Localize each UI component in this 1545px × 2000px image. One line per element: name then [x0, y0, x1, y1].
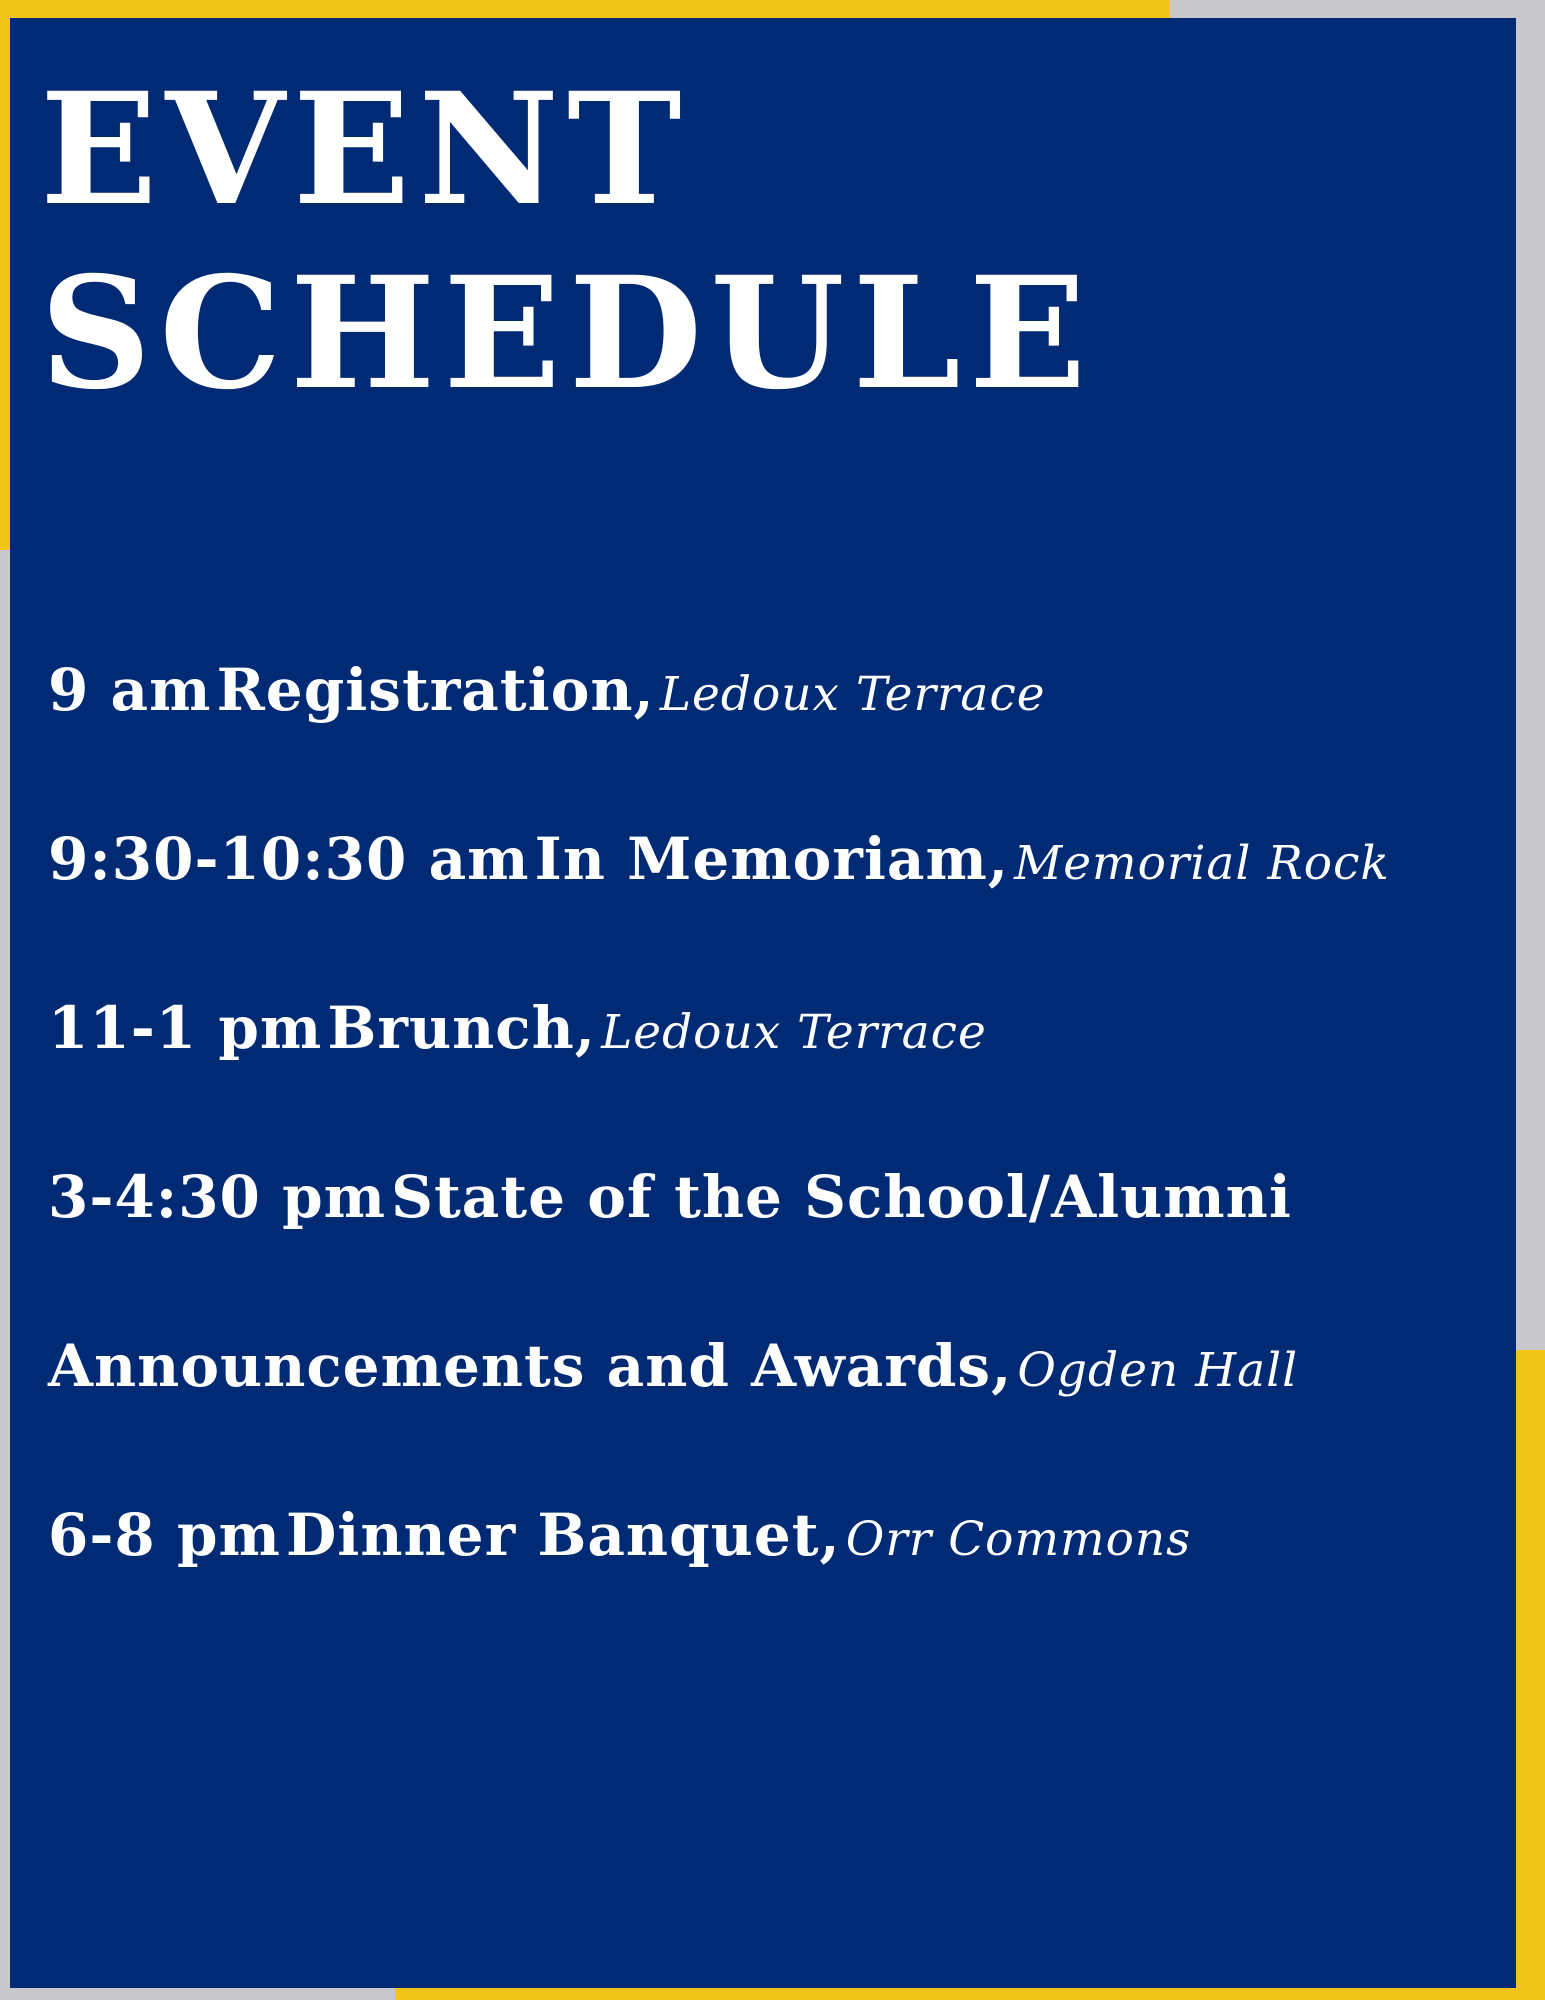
page-title	[40, 58, 1094, 426]
schedule-item-state-of-school	[48, 1157, 1292, 1252]
event-venue: Memorial Rock	[1014, 836, 1390, 891]
event-name: In Memoriam,	[534, 825, 1010, 893]
event-venue: Ledoux Terrace	[659, 667, 1046, 722]
event-name: State of the School/Alumni	[391, 1163, 1292, 1231]
event-venue: Ledoux Terrace	[601, 1005, 987, 1060]
event-venue: Ogden Hall	[1017, 1343, 1299, 1398]
schedule-item-announcements	[48, 1326, 1298, 1421]
schedule-item-brunch	[48, 988, 987, 1083]
schedule-panel	[10, 18, 1516, 1988]
schedule-item-in-memoriam	[48, 819, 1390, 914]
event-venue: Orr Commons	[845, 1512, 1192, 1567]
event-time: 6-8 pm	[48, 1501, 281, 1569]
event-name: Registration,	[216, 656, 655, 724]
event-time: 9 am	[48, 656, 212, 724]
event-name: Announcements and Awards,	[48, 1332, 1013, 1400]
schedule-item-registration	[48, 650, 1046, 745]
event-name: Brunch,	[327, 994, 596, 1062]
event-time: 11-1 pm	[48, 994, 323, 1062]
title-line-2: SCHEDULE	[40, 243, 1095, 424]
event-name: Dinner Banquet,	[286, 1501, 841, 1569]
title-line-1: EVENT	[40, 59, 690, 240]
schedule-item-dinner-banquet	[48, 1495, 1191, 1590]
event-time: 3-4:30 pm	[48, 1163, 387, 1231]
top-accent-bar	[0, 0, 1170, 20]
event-time: 9:30-10:30 am	[48, 825, 530, 893]
